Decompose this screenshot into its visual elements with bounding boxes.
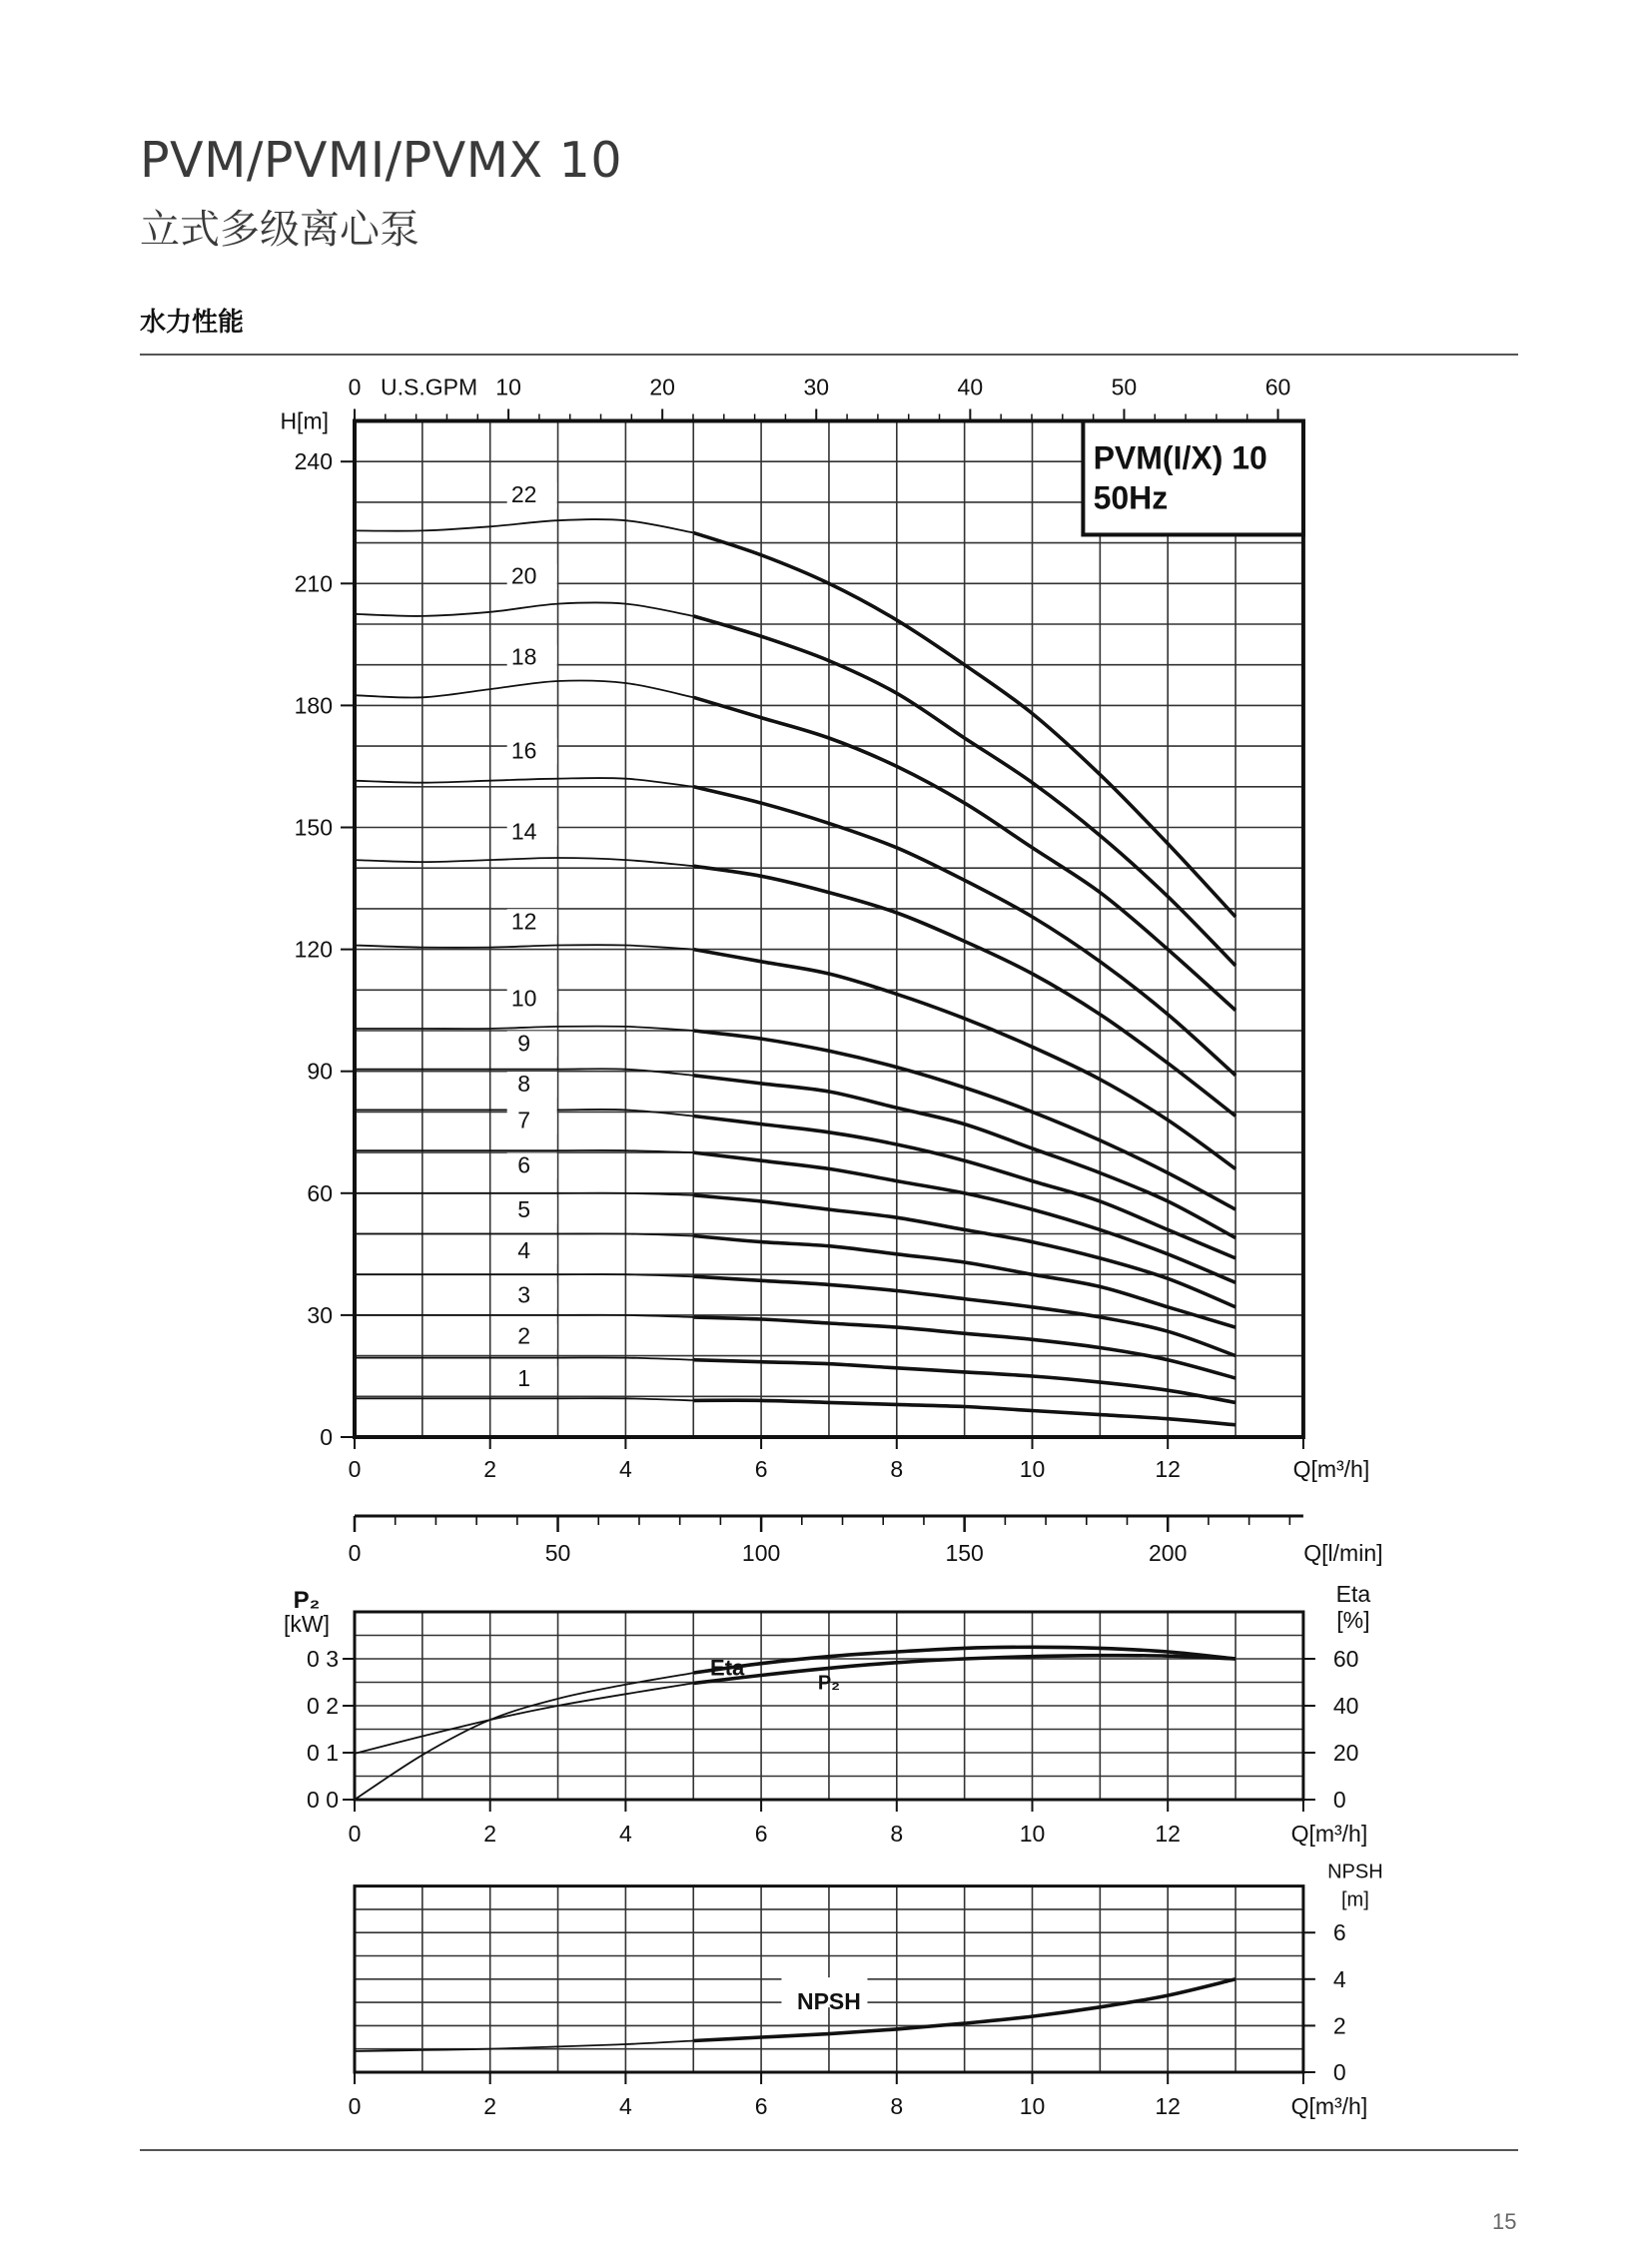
curve-label-bg bbox=[507, 1109, 557, 1134]
head-curve-label-22: 22 bbox=[510, 480, 537, 507]
npsh-xlabel: Q[m³/h] bbox=[1290, 2093, 1368, 2119]
npsh-ytick-label: 2 bbox=[1332, 2012, 1346, 2039]
npsh-xtick-label: 10 bbox=[1019, 2093, 1046, 2119]
eta-ytick-label: 0 bbox=[1332, 1787, 1346, 1813]
head-curve-label-9: 9 bbox=[517, 1030, 531, 1057]
head-curve-3-low-flow bbox=[355, 1315, 693, 1317]
curve-label-bg bbox=[507, 1197, 557, 1223]
head-ytick-label: 60 bbox=[307, 1179, 333, 1206]
p2-curve-label: P₂ bbox=[817, 1672, 841, 1695]
gpm-tick-label: 30 bbox=[803, 374, 830, 400]
curve-label-bg bbox=[507, 1366, 557, 1392]
power-ytick-label: 0 0 bbox=[307, 1787, 339, 1813]
head-curve-22-low-flow bbox=[355, 519, 693, 532]
chart-title-line1: PVM(I/X) 10 bbox=[1093, 439, 1267, 476]
eta-curve-label: Eta bbox=[710, 1655, 745, 1681]
head-curve-20-low-flow bbox=[355, 602, 693, 616]
npsh-ylabel-unit: [m] bbox=[1341, 1888, 1369, 1911]
eta-ylabel-unit: [%] bbox=[1336, 1607, 1370, 1633]
head-curve-label-4: 4 bbox=[517, 1236, 531, 1263]
head-curve-2-low-flow bbox=[355, 1357, 693, 1359]
head-curve-label-7: 7 bbox=[517, 1107, 531, 1133]
head-curve-label-3: 3 bbox=[517, 1281, 531, 1308]
eta-ylabel: Eta bbox=[1335, 1581, 1371, 1607]
eta-ytick-label: 20 bbox=[1332, 1740, 1359, 1766]
power-xtick-label: 10 bbox=[1019, 1821, 1046, 1847]
gpm-tick-label: 40 bbox=[957, 374, 984, 400]
head-ylabel: H[m] bbox=[280, 407, 329, 434]
head-curve-label-10: 10 bbox=[510, 985, 537, 1012]
head-ytick-label: 150 bbox=[294, 814, 333, 841]
power-ylabel: P₂ bbox=[293, 1587, 321, 1614]
gpm-tick-label: 10 bbox=[495, 374, 521, 400]
head-xtick-label: 0 bbox=[348, 1456, 362, 1482]
head-curve-6-low-flow bbox=[355, 1193, 693, 1195]
p2-curve-low-flow bbox=[355, 1683, 693, 1754]
head-xlabel: Q[m³/h] bbox=[1292, 1456, 1370, 1482]
npsh-ytick-label: 6 bbox=[1332, 1919, 1346, 1946]
curve-label-bg bbox=[507, 1031, 557, 1057]
head-ytick-label: 90 bbox=[307, 1058, 333, 1085]
gpm-tick-label: 50 bbox=[1111, 374, 1138, 400]
lmin-tick-label: 200 bbox=[1149, 1540, 1188, 1566]
curve-label-bg bbox=[507, 1238, 557, 1264]
head-xtick-label: 2 bbox=[483, 1456, 497, 1482]
head-curve-14-low-flow bbox=[355, 858, 693, 866]
npsh-xtick-label: 4 bbox=[619, 2093, 632, 2119]
chart-title-box bbox=[1083, 421, 1303, 535]
power-ytick-label: 0 2 bbox=[307, 1693, 339, 1719]
npsh-ytick-label: 4 bbox=[1332, 1965, 1346, 1992]
section-heading: 水力性能 bbox=[140, 308, 245, 338]
lmin-tick-label: 50 bbox=[544, 1540, 571, 1566]
lmin-tick-label: 0 bbox=[348, 1540, 362, 1566]
head-curve-1-low-flow bbox=[355, 1398, 693, 1400]
npsh-xtick-label: 12 bbox=[1155, 2093, 1181, 2119]
head-curve-18-low-flow bbox=[355, 680, 693, 697]
head-curve-label-6: 6 bbox=[517, 1151, 531, 1178]
head-curve-label-18: 18 bbox=[510, 643, 537, 670]
head-curve-label-14: 14 bbox=[510, 818, 537, 845]
head-curve-5-low-flow bbox=[355, 1233, 693, 1235]
gpm-axis-label: U.S.GPM bbox=[381, 374, 478, 400]
head-xtick-label: 8 bbox=[890, 1456, 904, 1482]
npsh-xtick-label: 8 bbox=[890, 2093, 904, 2119]
gpm-tick-label: 0 bbox=[348, 374, 362, 400]
head-ytick-label: 180 bbox=[294, 692, 333, 719]
head-curve-16-low-flow bbox=[355, 778, 693, 787]
gpm-tick-label: 60 bbox=[1264, 374, 1291, 400]
power-xlabel: Q[m³/h] bbox=[1290, 1821, 1368, 1847]
curve-label-bg bbox=[507, 1323, 557, 1349]
lmin-axis-label: Q[l/min] bbox=[1303, 1540, 1383, 1566]
head-curve-label-1: 1 bbox=[517, 1365, 531, 1392]
npsh-xtick-label: 0 bbox=[348, 2093, 362, 2119]
power-xtick-label: 0 bbox=[348, 1821, 362, 1847]
curve-label-bg bbox=[507, 1072, 557, 1098]
power-xtick-label: 6 bbox=[754, 1821, 768, 1847]
npsh-ylabel: NPSH bbox=[1327, 1861, 1383, 1883]
power-xtick-label: 8 bbox=[890, 1821, 904, 1847]
head-curve-label-2: 2 bbox=[517, 1322, 531, 1349]
page-number: 15 bbox=[1492, 2209, 1517, 2234]
head-curve-4-low-flow bbox=[355, 1274, 693, 1276]
npsh-xtick-label: 6 bbox=[754, 2093, 768, 2119]
npsh-ytick-label: 0 bbox=[1332, 2059, 1346, 2085]
head-xtick-label: 6 bbox=[754, 1456, 768, 1482]
head-ytick-label: 0 bbox=[320, 1424, 333, 1450]
gpm-tick-label: 20 bbox=[649, 374, 675, 400]
lmin-tick-label: 100 bbox=[741, 1540, 781, 1566]
head-curve-label-16: 16 bbox=[510, 737, 537, 764]
power-ytick-label: 0 3 bbox=[307, 1646, 339, 1672]
eta-ytick-label: 40 bbox=[1332, 1693, 1359, 1719]
page-subtitle: 立式多级离心泵 bbox=[140, 207, 419, 253]
head-curve-label-8: 8 bbox=[517, 1071, 531, 1098]
head-xtick-label: 12 bbox=[1155, 1456, 1181, 1482]
head-xtick-label: 4 bbox=[619, 1456, 632, 1482]
head-ytick-label: 240 bbox=[294, 448, 333, 475]
head-curve-label-20: 20 bbox=[510, 562, 537, 589]
head-ytick-label: 120 bbox=[294, 936, 333, 963]
power-xtick-label: 4 bbox=[619, 1821, 632, 1847]
curve-label-bg bbox=[507, 1283, 557, 1309]
power-ytick-label: 0 1 bbox=[307, 1740, 339, 1766]
head-ytick-label: 30 bbox=[307, 1301, 333, 1328]
head-curve-label-12: 12 bbox=[510, 908, 537, 935]
chart-title-line2: 50Hz bbox=[1093, 479, 1169, 516]
power-xtick-label: 2 bbox=[483, 1821, 497, 1847]
lmin-tick-label: 150 bbox=[945, 1540, 984, 1566]
npsh-xtick-label: 2 bbox=[483, 2093, 497, 2119]
head-ytick-label: 210 bbox=[294, 570, 333, 597]
power-xtick-label: 12 bbox=[1155, 1821, 1181, 1847]
curve-label-bg bbox=[507, 1152, 557, 1178]
npsh-curve-label: NPSH bbox=[796, 1988, 861, 2015]
power-ylabel-unit: [kW] bbox=[284, 1611, 330, 1637]
head-curve-label-5: 5 bbox=[517, 1196, 531, 1223]
page-title: PVM/PVMI/PVMX 10 bbox=[140, 132, 622, 189]
head-xtick-label: 10 bbox=[1019, 1456, 1046, 1482]
eta-ytick-label: 60 bbox=[1332, 1646, 1359, 1672]
